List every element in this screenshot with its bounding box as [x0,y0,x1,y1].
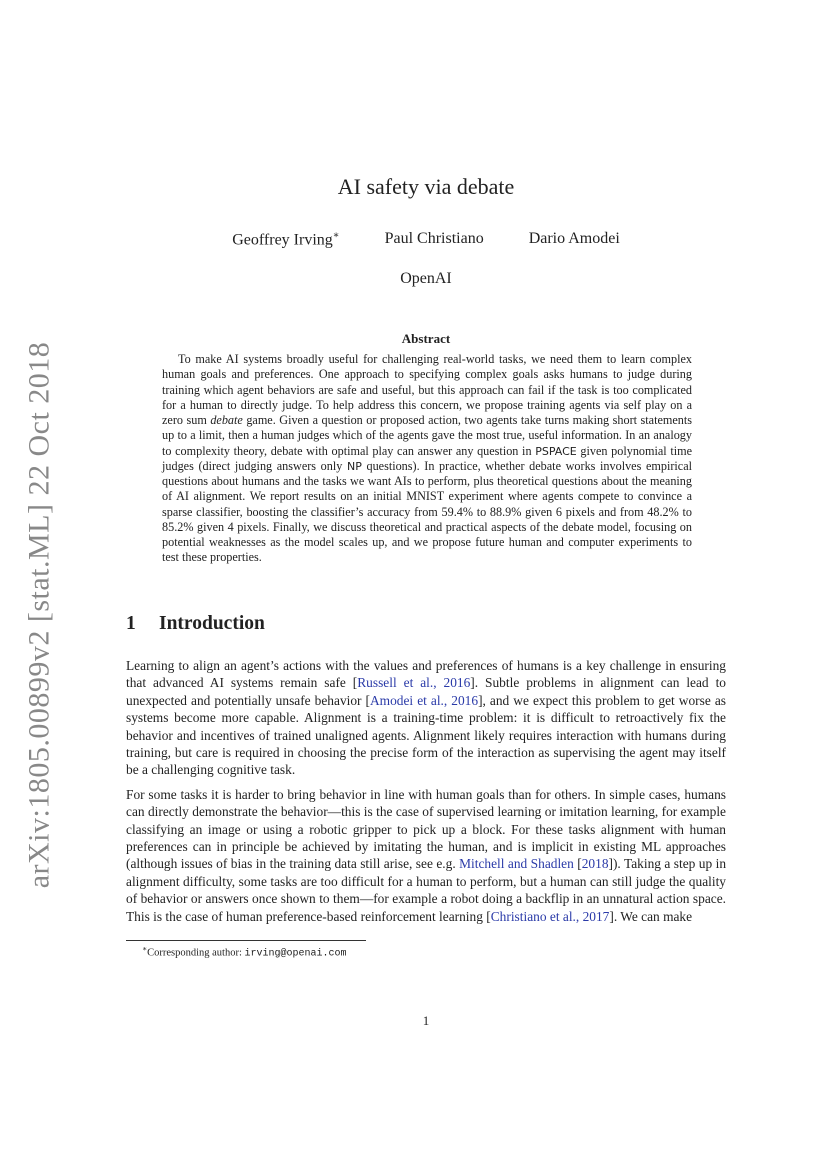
author [385,230,484,249]
affiliation: OpenAI [400,270,452,287]
citation-link[interactable]: Mitchell and Shadlen [459,856,574,872]
introduction-body [126,657,726,925]
section-heading-introduction [126,613,265,635]
paragraph [126,657,726,779]
paragraph-text: Learning to align an agent’s actions with the values and preferences of humans is a key challenge in ensuring that advanced AI systems remain safe [ [126,658,726,691]
corresponding-author-mark: ∗ [332,230,340,241]
paragraph-text: For some tasks it is harder to bring behavior in line with human goals than for others. In simple cases, humans can directly demonstrate the behavior—this is the case of supervised learning or imitation learning, for example classifying an image or using a robotic gripper to pick up a block. For these tasks alignment with human preferences can in principle be achieved by imitating the human, and is implicit in existing ML approaches (although issues of bias in the training data still arise, see e.g. [126,786,726,872]
footnote-mark: ∗ [142,944,148,953]
paper-title: AI safety via debate [337,174,515,199]
abstract-heading: Abstract [401,331,451,346]
abstract-emphasis: debate [210,413,243,427]
page-number: 1 [422,1013,430,1028]
section-title: Introduction [159,613,265,634]
author-name: Geoffrey Irving [232,231,333,249]
arxiv-identifier-text: arXiv:1805.00899v2 [stat.ML] 22 Oct 2018 [22,341,56,889]
abstract-text: game. Given a question or proposed action, two agents take turns making short statements up to a limit, then a human judges which of the agents gave the most true, useful information. In an analogy to complexity theory, debate with optimal play can answer any question in [162,413,692,458]
citation-link[interactable]: 2018 [581,856,609,872]
paragraph-text: [ [573,856,582,872]
author-list [126,230,726,249]
abstract-text: To make AI systems broadly useful for challenging real-world tasks, we need them to learn complex human goals and preferences. One approach to specifying complex goals asks humans to judge during training which agent behaviors are safe and useful, but this approach can fail if the task is too complicated for a human to directly judge. To help address this concern, we propose training agents via self play on a zero sum [162,352,692,427]
abstract-body [162,352,692,566]
paragraph-text: ], and we expect this problem to get worse as systems become more capable. Alignment is a training-time problem: it is difficult to retroactively fix the behavior and incentives of trained unaligned agents. Alignment likely requires interaction with humans during training, but care is required in choosing the precise form of the interaction as supervising the agent may itself be a challenging cognitive task. [126,692,726,778]
citation-link[interactable]: Russell et al., 2016 [357,675,471,691]
author-name: Dario Amodei [528,230,620,247]
section-number: 1 [126,613,136,634]
arxiv-identifier-stamp [14,341,64,889]
paragraph-text: ]. Subtle problems in alignment can lead to unexpected and potentially unsafe behavior [ [126,675,726,708]
abstract-text: given polynomial time judges (direct judging answers only [162,443,692,473]
footnote-email: irving@openai.com [244,948,347,960]
complexity-class-pspace: PSPACE [535,444,577,458]
abstract-text: questions). In practice, whether debate works involves empirical questions about humans and the tasks we want AIs to perform, plus theoretical questions about the meaning of AI alignment. We report results on an initial MNIST experiment where agents compete to convince a sparse classifier, boosting the classifier’s accuracy from 59.4% to 88.9% given 6 pixels and from 48.2% to 85.2% given 4 pixels. Finally, we discuss theoretical and practical aspects of the debate model, focusing on potential weaknesses as the model scales up, and we propose future human and computer experiments to test these properties. [162,458,692,565]
author [529,230,620,249]
author [232,230,339,249]
footnote-text: Corresponding author: [147,947,245,959]
paragraph [126,786,726,925]
author-name: Paul Christiano [384,230,484,247]
paragraph-text: ]. We can make [609,908,693,924]
citation-link[interactable]: Christiano et al., 2017 [490,908,610,924]
footnote-rule [126,940,366,941]
citation-link[interactable]: Amodei et al., 2016 [370,692,479,708]
paragraph-text: ]). Taking a step up in alignment difficulty, some tasks are too difficult for a human to perform, but a human can still judge the quality of behavior or answers once shown to them—for example a robot doing a backflip in an unnatural action space. This is the case of human preference-based reinforcement learning [ [126,856,727,924]
footnote [142,944,347,960]
complexity-class-np: NP [346,459,362,473]
